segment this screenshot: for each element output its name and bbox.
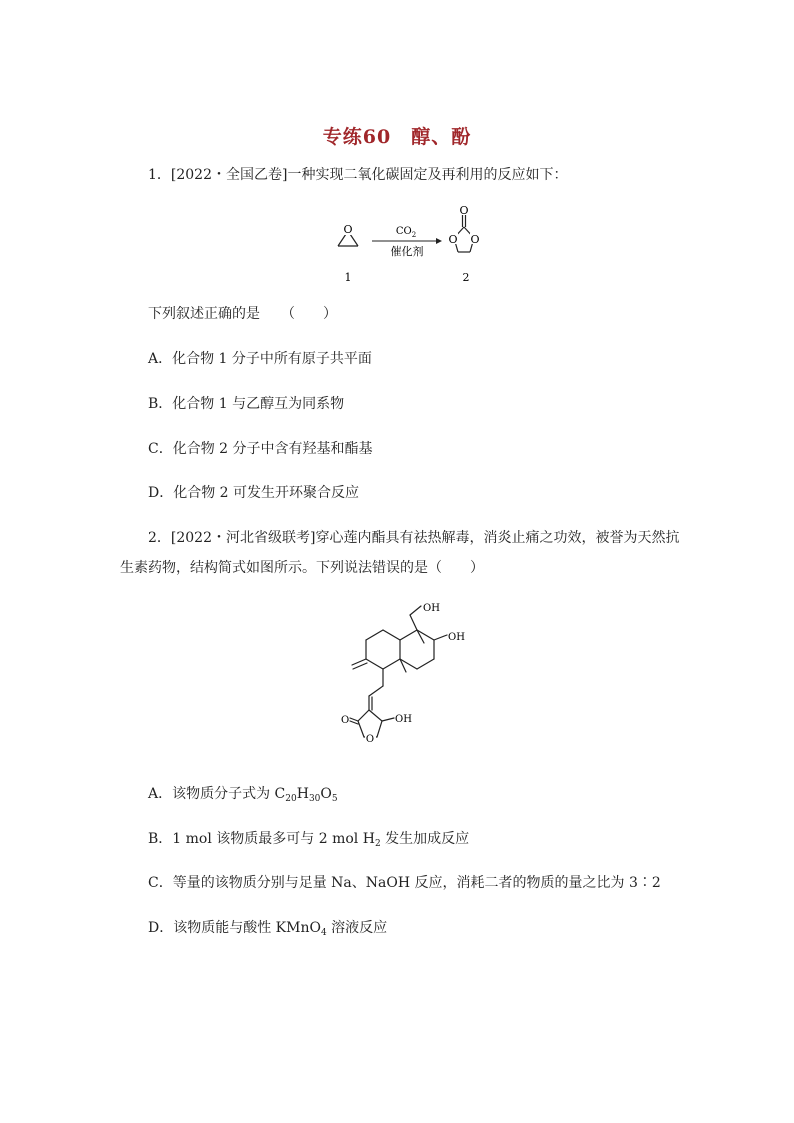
q2-stem-line1: 2．[2022・河北省级联考]穿心莲内酯具有祛热解毒，消炎止痛之功效，被誉为天然抗 [148,530,680,546]
andrographolide-structure [330,600,480,750]
reagent-label: $CO_2$ [395,226,417,239]
page-title: 专练60 醇、酚 [322,126,472,148]
q1-option-a: A．化合物 1 分子中所有原子共平面 [148,351,372,367]
q2-option-b: B．1 mol 该物质最多可与 2 mol $H_2$ 发生加成反应 [148,831,470,849]
q2-stem-line2: 生素药物，结构简式如图所示。下列说法错误的是（ ） [120,560,484,576]
oh-label-ring: OH [448,632,465,643]
q1-option-c: C．化合物 2 分子中含有羟基和酯基 [148,441,373,457]
q1-option-b: B．化合物 1 与乙醇互为同系物 [148,396,345,412]
carbonate-o-top: O [459,204,469,217]
compound-2-label: 2 [462,271,470,284]
carbonate-o-left: O [448,233,458,246]
q1-option-d: D．化合物 2 可发生开环聚合反应 [148,485,360,501]
q1-stem: 1．[2022・全国乙卷]一种实现二氧化碳固定及再利用的反应如下： [148,167,568,183]
oh-label-lactone: OH [395,714,412,725]
ring-o-label: O [365,734,375,745]
q2-option-a: A．该物质分子式为 $C_{20}H_{30}O_5$ [148,786,338,804]
carbonyl-o-label: O [341,715,350,726]
epoxide-o-label: O [343,223,353,236]
arrow-head-icon [436,238,442,244]
catalyst-label: 催化剂 [390,245,424,258]
q2-option-c: C．等量的该物质分别与足量 Na、NaOH 反应，消耗二者的物质的量之比为 3∶2 [148,875,661,891]
q1-reaction-scheme [330,200,510,290]
oh-label-top: OH [423,603,440,614]
carbonate-o-right: O [470,233,480,246]
q2-option-d: D．该物质能与酸性 KMnO$_4$ 溶液反应 [148,920,388,938]
compound-1-label: 1 [344,271,352,284]
q1-prompt: 下列叙述正确的是 （ ） [148,306,337,322]
